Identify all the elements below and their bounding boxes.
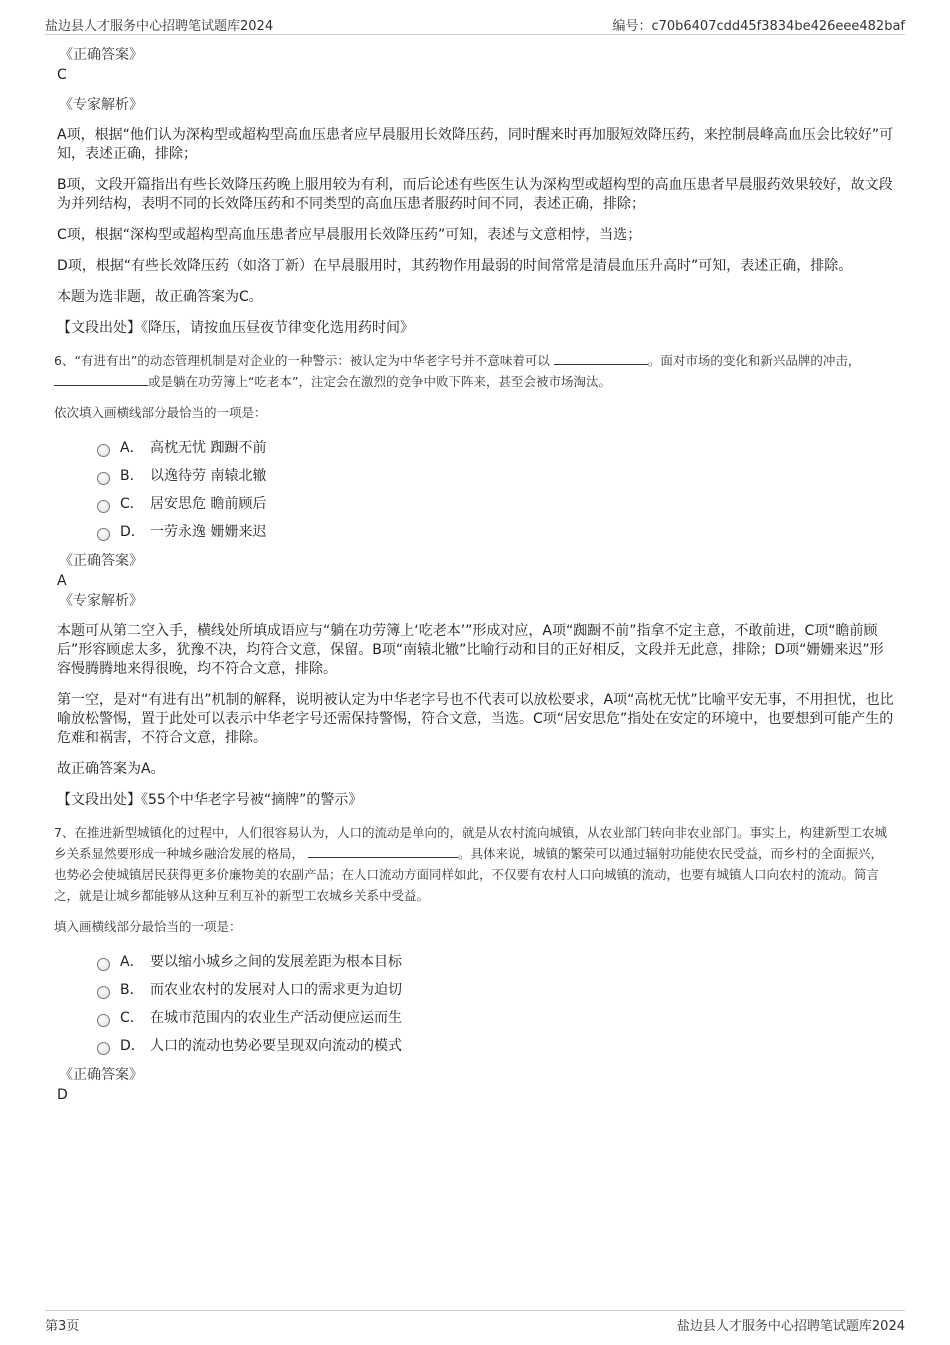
answer-value: D bbox=[57, 1087, 68, 1103]
question-prompt: 填入画横线部分最恰当的一项是： bbox=[54, 919, 242, 934]
page-content bbox=[54, 46, 895, 1104]
analysis-paragraph: D项，根据“有些长效降压药（如洛丁新）在早晨服用时，其药物作用最弱的时间常常是清晨血压升高时”可知，表述正确，排除。 bbox=[57, 258, 853, 274]
option-a[interactable] bbox=[97, 948, 895, 976]
header-doc-id: 编号：c70b6407cdd45f3834be426eee482baf bbox=[612, 19, 905, 34]
option-b[interactable] bbox=[97, 976, 895, 1004]
question-stem-text: 6、“有进有出”的动态管理机制是对企业的一种警示：被认定为中华老字号并不意味着可以 bbox=[54, 353, 550, 368]
question-stem-text: 。面对市场的变化和新兴品牌的冲击， bbox=[647, 353, 861, 368]
option-letter: C． bbox=[120, 496, 144, 512]
option-letter: A． bbox=[120, 440, 144, 456]
answer-label: 《正确答案》 bbox=[59, 1067, 143, 1083]
option-list bbox=[97, 948, 895, 1060]
answer-label: 《正确答案》 bbox=[59, 553, 143, 569]
source-citation: 【文段出处】《55个中华老字号被“摘牌”的警示》 bbox=[57, 792, 363, 808]
radio-icon[interactable] bbox=[97, 1014, 110, 1027]
fill-blank bbox=[308, 845, 458, 858]
radio-icon[interactable] bbox=[97, 986, 110, 999]
question-prompt: 依次填入画横线部分最恰当的一项是： bbox=[54, 405, 267, 420]
page-footer bbox=[45, 1310, 905, 1333]
option-letter: B． bbox=[120, 982, 144, 998]
option-letter: D． bbox=[120, 1038, 145, 1054]
option-text: 要以缩小城乡之间的发展差距为根本目标 bbox=[150, 954, 402, 970]
radio-icon[interactable] bbox=[97, 1042, 110, 1055]
radio-icon[interactable] bbox=[97, 528, 110, 541]
analysis-paragraph: 第一空，是对“有进有出”机制的解释，说明被认定为中华老字号也不代表可以放松要求，A项“高枕无忧”比喻平安无事，不用担忧，也比喻放松警惕，置于此处可以表示中华老字号还需保持警惕，符合文意，当选。C项“居安思危”指处在安定的环境中，也要想到可能产生的危难和祸害，不符合文意，排除。 bbox=[57, 692, 894, 746]
answer-value: A bbox=[57, 573, 67, 589]
option-a[interactable] bbox=[97, 434, 895, 462]
option-text: 而农业农村的发展对人口的需求更为迫切 bbox=[150, 982, 402, 998]
analysis-paragraph: 故正确答案为A。 bbox=[57, 761, 165, 777]
option-c[interactable] bbox=[97, 490, 895, 518]
analysis-paragraph: 本题为选非题，故正确答案为C。 bbox=[57, 289, 263, 305]
option-letter: C． bbox=[120, 1010, 144, 1026]
option-text: 在城市范围内的农业生产活动便应运而生 bbox=[150, 1010, 402, 1026]
option-c[interactable] bbox=[97, 1004, 895, 1032]
fill-blank bbox=[54, 373, 148, 386]
analysis-paragraph: A项，根据“他们认为深构型或超构型高血压患者应早晨服用长效降压药，同时醒来时再加服短效降压药，来控制晨峰高血压会比较好”可知，表述正确，排除； bbox=[57, 127, 894, 162]
fill-blank bbox=[554, 352, 648, 365]
option-list bbox=[97, 434, 895, 546]
analysis-paragraph: C项，根据“深构型或超构型高血压患者应早晨服用长效降压药”可知，表述与文意相悖，当选； bbox=[57, 227, 642, 243]
source-citation: 【文段出处】《降压，请按血压昼夜节律变化选用药时间》 bbox=[57, 320, 414, 336]
question-stem-text: 7、在推进新型城镇化的过程中，人们很容易认为，人口的流动是单向的，就是从农村流向城镇，从农业部门转向非农业部门。事实上，构建新型工农城乡关系显然要形成一种城乡融洽发展的格局， bbox=[54, 825, 887, 861]
option-letter: B． bbox=[120, 468, 144, 484]
page-header bbox=[45, 12, 905, 35]
analysis-label: 《专家解析》 bbox=[59, 97, 143, 113]
radio-icon[interactable] bbox=[97, 444, 110, 457]
option-letter: A． bbox=[120, 954, 144, 970]
radio-icon[interactable] bbox=[97, 472, 110, 485]
question-stem-text: 。具体来说，城镇的繁荣可以通过辐射功能使农民受益，而乡村的全面振兴，也势必会使城镇居民获得更多价廉物美的农副产品；在人口流动方面同样如此，不仅要有农村人口向城镇的流动，也要有城镇人口向农村的流动。简言之，就是让城乡都能够从这种互利互补的新型工农城乡关系中受益。 bbox=[54, 846, 884, 903]
option-letter: D． bbox=[120, 524, 145, 540]
radio-icon[interactable] bbox=[97, 500, 110, 513]
radio-icon[interactable] bbox=[97, 958, 110, 971]
page-number: 第3页 bbox=[45, 1319, 80, 1334]
option-text: 以逸待劳 南辕北辙 bbox=[150, 468, 267, 484]
analysis-paragraph: B项，文段开篇指出有些长效降压药晚上服用较为有利，而后论述有些医生认为深构型或超构型的高血压患者早晨服药效果较好，故文段为并列结构，表明不同的长效降压药和不同类型的高血压患者服药时间不同，表述正确，排除； bbox=[57, 177, 893, 212]
question-7-stem bbox=[54, 822, 895, 906]
option-b[interactable] bbox=[97, 462, 895, 490]
answer-value: C bbox=[57, 67, 67, 83]
answer-label: 《正确答案》 bbox=[59, 47, 143, 63]
option-text: 高枕无忧 踟蹰不前 bbox=[150, 440, 267, 456]
option-text: 居安思危 瞻前顾后 bbox=[150, 496, 267, 512]
analysis-label: 《专家解析》 bbox=[59, 593, 143, 609]
analysis-paragraph: 本题可从第二空入手，横线处所填成语应与“躺在功劳簿上‘吃老本’”形成对应，A项“踟蹰不前”指拿不定主意，不敢前进，C项“瞻前顾后”形容顾虑太多，犹豫不决，均符合文意，保留。B项“南辕北辙”比喻行动和目的正好相反，文段并无此意，排除；D项“姗姗来迟”形容慢腾腾地来得很晚，均不符合文意，排除。 bbox=[57, 623, 884, 677]
option-d[interactable] bbox=[97, 1032, 895, 1060]
footer-title: 盐边县人才服务中心招聘笔试题库2024 bbox=[676, 1319, 905, 1334]
option-text: 一劳永逸 姗姗来迟 bbox=[150, 524, 267, 540]
question-6-stem bbox=[54, 350, 895, 392]
option-text: 人口的流动也势必要呈现双向流动的模式 bbox=[150, 1038, 402, 1054]
question-stem-text: 或是躺在功劳簿上“吃老本”，注定会在激烈的竞争中败下阵来，甚至会被市场淘汰。 bbox=[148, 374, 611, 389]
option-d[interactable] bbox=[97, 518, 895, 546]
header-title: 盐边县人才服务中心招聘笔试题库2024 bbox=[45, 19, 274, 34]
